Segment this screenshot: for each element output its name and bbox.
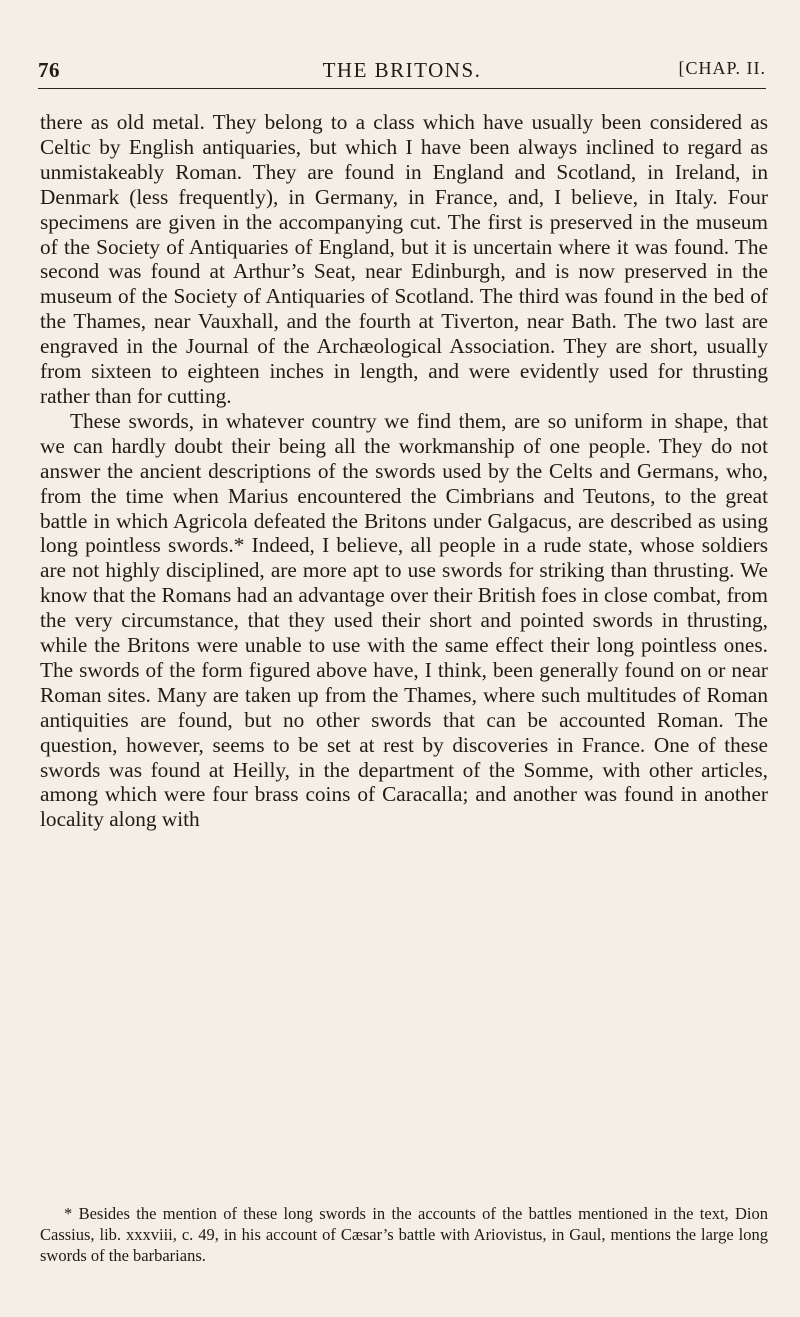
body-text [40, 110, 768, 832]
chapter-marker: [CHAP. II. [678, 58, 766, 78]
running-title: THE BRITONS. [322, 58, 482, 82]
paragraph: there as old metal. They belong to a class which have usually been considered as Celtic by English antiquaries, but which I have been always inclined to regard as unmistakeably Roman. They are found in England and Scotland, in Ireland, in Denmark (less frequently), in Germany, in France, and, I believe, in Italy. Four specimens are given in the accompanying cut. The first is preserved in the museum of the Society of Antiquaries of England, but it is uncertain where it was found. The second was found at Arthur’s Seat, near Edinburgh, and is now preserved in the museum of the Society of Antiquaries of Scotland. The third was found in the bed of the Thames, near Vauxhall, and the fourth at Tiverton, near Bath. The two last are engraved in the Journal of the Archæological Association. They are short, usually from sixteen to eighteen inches in length, and were evidently used for thrusting rather than for cutting. [40, 110, 768, 408]
footnote-text: * Besides the mention of these long swords in the accounts of the battles mentioned in the text, Dion Cassius, lib. xxxviii, c. 49, in his account of Cæsar’s battle with Ariovistus, in Gaul, mentions the large long swords of the barbarians. [40, 1204, 768, 1265]
header-rule [38, 88, 766, 89]
page-number: 76 [38, 58, 60, 82]
footnote [40, 1203, 768, 1266]
paragraph: These swords, in whatever country we find them, are so uniform in shape, that we can hardly doubt their being all the workmanship of one people. They do not answer the ancient descriptions of the swords used by the Celts and Germans, who, from the time when Marius encountered the Cimbrians and Teutons, to the great battle in which Agricola defeated the Britons under Galgacus, are described as using long pointless swords.* Indeed, I believe, all people in a rude state, whose soldiers are not highly disciplined, are more apt to use swords for striking than thrusting. We know that the Romans had an advantage over their British foes in close combat, from the very circumstance, that they used their short and pointed swords in thrusting, while the Britons were unable to use with the same effect their long pointless ones. The swords of the form figured above have, I think, been generally found on or near Roman sites. Many are taken up from the Thames, where such multitudes of Roman antiquities are found, but no other swords that can be accounted Roman. The question, however, seems to be set at rest by discoveries in France. One of these swords was found at Heilly, in the department of the Somme, with other articles, among which were four brass coins of Caracalla; and another was found in another locality along with [40, 408, 768, 832]
running-head [38, 52, 766, 86]
